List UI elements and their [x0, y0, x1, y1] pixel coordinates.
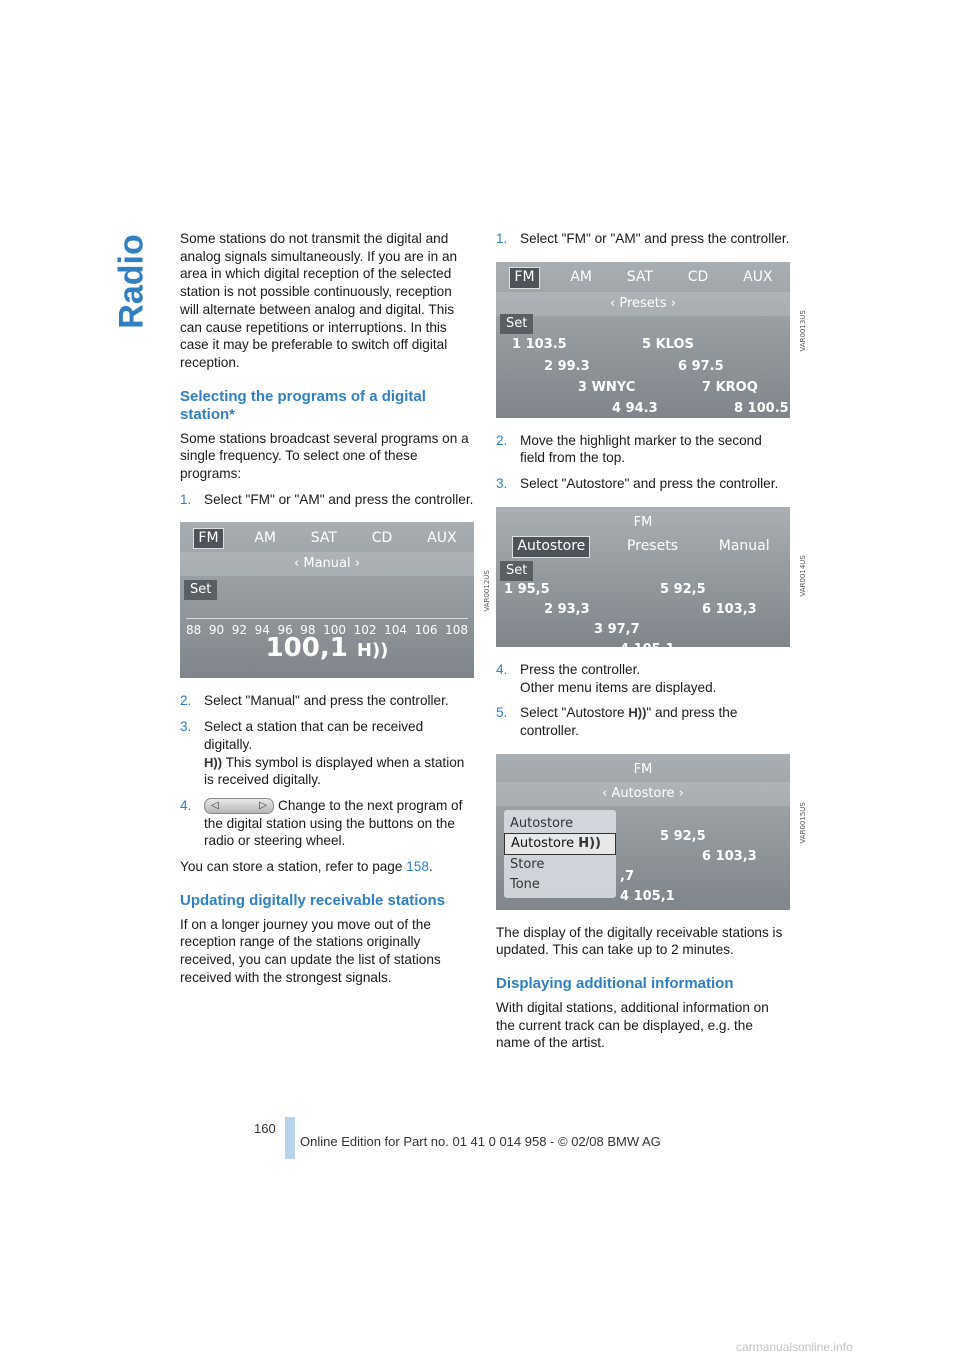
step-4 — [496, 661, 790, 696]
scale-label: 92 — [231, 623, 247, 638]
image-id: VAR0012US — [482, 570, 491, 612]
section-title-text: Radio — [112, 234, 151, 329]
step-number: 2. — [180, 693, 192, 709]
paragraph-additional-info: With digital stations, additional information on the current track can be displayed, e.g. the name of the artist. — [496, 1000, 769, 1051]
image-id: VAR0014US — [798, 554, 807, 597]
step-number: 1. — [180, 491, 192, 507]
section-title — [112, 222, 152, 332]
screen-autostore — [496, 507, 807, 657]
current-frequency — [180, 633, 474, 664]
step-text-end: " and press the controller. — [520, 705, 738, 738]
step-1 — [180, 491, 474, 509]
band-tabs — [496, 266, 790, 290]
hd-radio-icon: H)) — [578, 836, 601, 852]
paragraph-updated: The display of the digitally receivable stations is updated. This can take up to 2 minutes. — [496, 924, 783, 958]
step-number: 5. — [496, 705, 508, 721]
step-2 — [180, 692, 474, 710]
preset-station: 3 WNYC — [578, 379, 636, 395]
step-number: 3. — [180, 719, 192, 735]
frequency-value: 100,1 — [265, 633, 348, 664]
mode-tabs — [496, 535, 790, 559]
step-1 — [496, 230, 790, 248]
menu-item-label: Autostore — [511, 836, 575, 852]
mode-row: ‹ Autostore › — [496, 782, 790, 806]
step-note: Other menu items are displayed. — [520, 679, 717, 695]
step-number: 3. — [496, 476, 508, 492]
preset-station: 3 97,7 — [594, 621, 640, 637]
preset-station: 1 95,5 — [504, 581, 550, 597]
step-number: 2. — [496, 432, 508, 448]
band-row: FM — [633, 514, 653, 530]
heading-additional-info: Displaying additional information — [496, 975, 734, 993]
preset-station: 4 105,1 — [620, 641, 675, 657]
reference-end: . — [428, 859, 433, 875]
scale-label: 98 — [300, 623, 316, 638]
tab-cd: CD — [371, 529, 393, 546]
preset-station: ,7 — [620, 868, 634, 884]
step-number: 1. — [496, 231, 508, 246]
step-text: Select "Manual" and press the controller. — [204, 693, 449, 709]
screen-presets — [496, 262, 807, 418]
step-text: Select "Autostore" and press the controller. — [520, 476, 779, 492]
heading-update-stations: Updating digitally receivable stations — [180, 891, 446, 909]
intro-paragraph: Some stations do not transmit the digital and analog signals simultaneously. If you are in an area in which digital reception of the selected station is not possible continuously, reception will alternate between analog and digital. This can cause repetitions or interruptions. In this case it may be preferable to switch off digital reception. — [180, 231, 458, 370]
right-column — [496, 230, 807, 1060]
page-link[interactable]: 158 — [406, 859, 429, 875]
tab-fm: FM — [193, 528, 223, 550]
tab-aux: AUX — [427, 529, 457, 546]
band-row: FM — [633, 761, 653, 777]
scale-label: 88 — [186, 623, 202, 638]
menu-item-tone: Tone — [510, 876, 540, 892]
preset-station: 4 94.3 — [612, 400, 658, 416]
preset-station: 2 99.3 — [544, 358, 590, 374]
program-arrow-buttons-icon — [204, 798, 274, 814]
store-reference — [180, 858, 474, 876]
mode-row: ‹ Presets › — [496, 292, 790, 316]
scale-label: 96 — [277, 623, 293, 638]
band-tabs — [180, 526, 474, 550]
preset-station: 6 97.5 — [678, 358, 724, 374]
preset-station: 2 93,3 — [544, 601, 590, 617]
step-3 — [496, 475, 790, 493]
tab-presets: Presets — [627, 537, 678, 554]
image-id: VAR0013US — [798, 309, 807, 352]
tab-cd: CD — [687, 268, 709, 285]
step-text: Select a station that can be received digitally. — [204, 719, 424, 752]
footer-text: Online Edition for Part no. 01 41 0 014 958 - © 02/08 BMW AG — [300, 1134, 661, 1149]
scale-label: 90 — [208, 623, 225, 638]
screen-autostore-menu — [496, 754, 807, 910]
tab-am: AM — [570, 268, 592, 285]
menu-item-autostore: Autostore — [510, 815, 574, 831]
set-label: Set — [184, 580, 217, 600]
preset-station: 7 KROQ — [702, 379, 758, 395]
step-4 — [180, 797, 474, 850]
step-5 — [496, 704, 790, 739]
tab-sat: SAT — [626, 268, 653, 285]
step-text: Change to the next program of the digital station using the buttons on the radio or steering wheel. — [204, 797, 463, 849]
preset-station: 5 KLOS — [642, 336, 694, 352]
frequency-ticks — [186, 610, 468, 619]
mode-row: ‹ Manual › — [180, 552, 474, 576]
step-text: Press the controller. — [520, 661, 641, 677]
preset-station: 8 100.5 — [734, 400, 789, 416]
set-label: Set — [500, 561, 533, 581]
tab-fm: FM — [509, 267, 539, 289]
scale-label: 100 — [323, 623, 347, 638]
reference-text: You can store a station, refer to page — [180, 859, 407, 875]
tab-aux: AUX — [743, 268, 773, 285]
watermark: carmanualsonline.info — [736, 1340, 853, 1354]
step-text: Select "FM" or "AM" and press the controller. — [520, 231, 790, 246]
heading-select-programs: Selecting the programs of a digital station* — [180, 387, 426, 423]
hd-radio-icon: H)) — [204, 754, 223, 770]
step-number: 4. — [180, 797, 192, 813]
step-note: This symbol is displayed when a station is received digitally. — [204, 754, 465, 788]
step-3 — [180, 718, 474, 789]
image-id: VAR0015US — [798, 801, 807, 844]
preset-station: 6 103,3 — [702, 848, 757, 864]
paragraph-programs: Some stations broadcast several programs on a single frequency. To select one of these programs: — [180, 430, 469, 482]
step-text: Move the highlight marker to the second field from the top. — [520, 432, 762, 466]
menu-item-store: Store — [510, 857, 545, 873]
screen-manual — [180, 522, 491, 678]
scale-label: 104 — [384, 623, 408, 638]
scale-label: 102 — [353, 623, 377, 638]
footer-bar — [285, 1117, 295, 1159]
step-text: Select "FM" or "AM" and press the controller. — [204, 491, 474, 507]
hd-radio-icon: H)) — [356, 640, 389, 662]
preset-station: 1 103.5 — [512, 336, 567, 352]
scale-label: 108 — [445, 623, 468, 638]
scale-label: 94 — [254, 623, 270, 638]
page-number: 160 — [254, 1121, 276, 1136]
scale-label: 106 — [414, 623, 438, 638]
preset-station: 5 92,5 — [660, 828, 706, 844]
step-text: Select "Autostore — [520, 705, 629, 721]
preset-station: 5 92,5 — [660, 581, 706, 597]
preset-station: 6 103,3 — [702, 601, 757, 617]
step-2 — [496, 432, 790, 467]
tab-sat: SAT — [310, 529, 337, 546]
step-number: 4. — [496, 661, 508, 677]
left-column — [180, 230, 491, 995]
tab-manual: Manual — [718, 537, 770, 554]
preset-station: 4 105,1 — [620, 888, 675, 904]
tab-am: AM — [254, 529, 276, 546]
hd-radio-icon: H)) — [628, 705, 647, 721]
menu-item-autostore-hd — [504, 833, 616, 855]
paragraph-update: If on a longer journey you move out of the reception range of the stations originally received, you can update the list of stations received with the strongest signals. — [180, 916, 441, 985]
popup-menu — [504, 810, 616, 899]
tab-autostore: Autostore — [512, 536, 590, 558]
set-label: Set — [500, 314, 533, 334]
